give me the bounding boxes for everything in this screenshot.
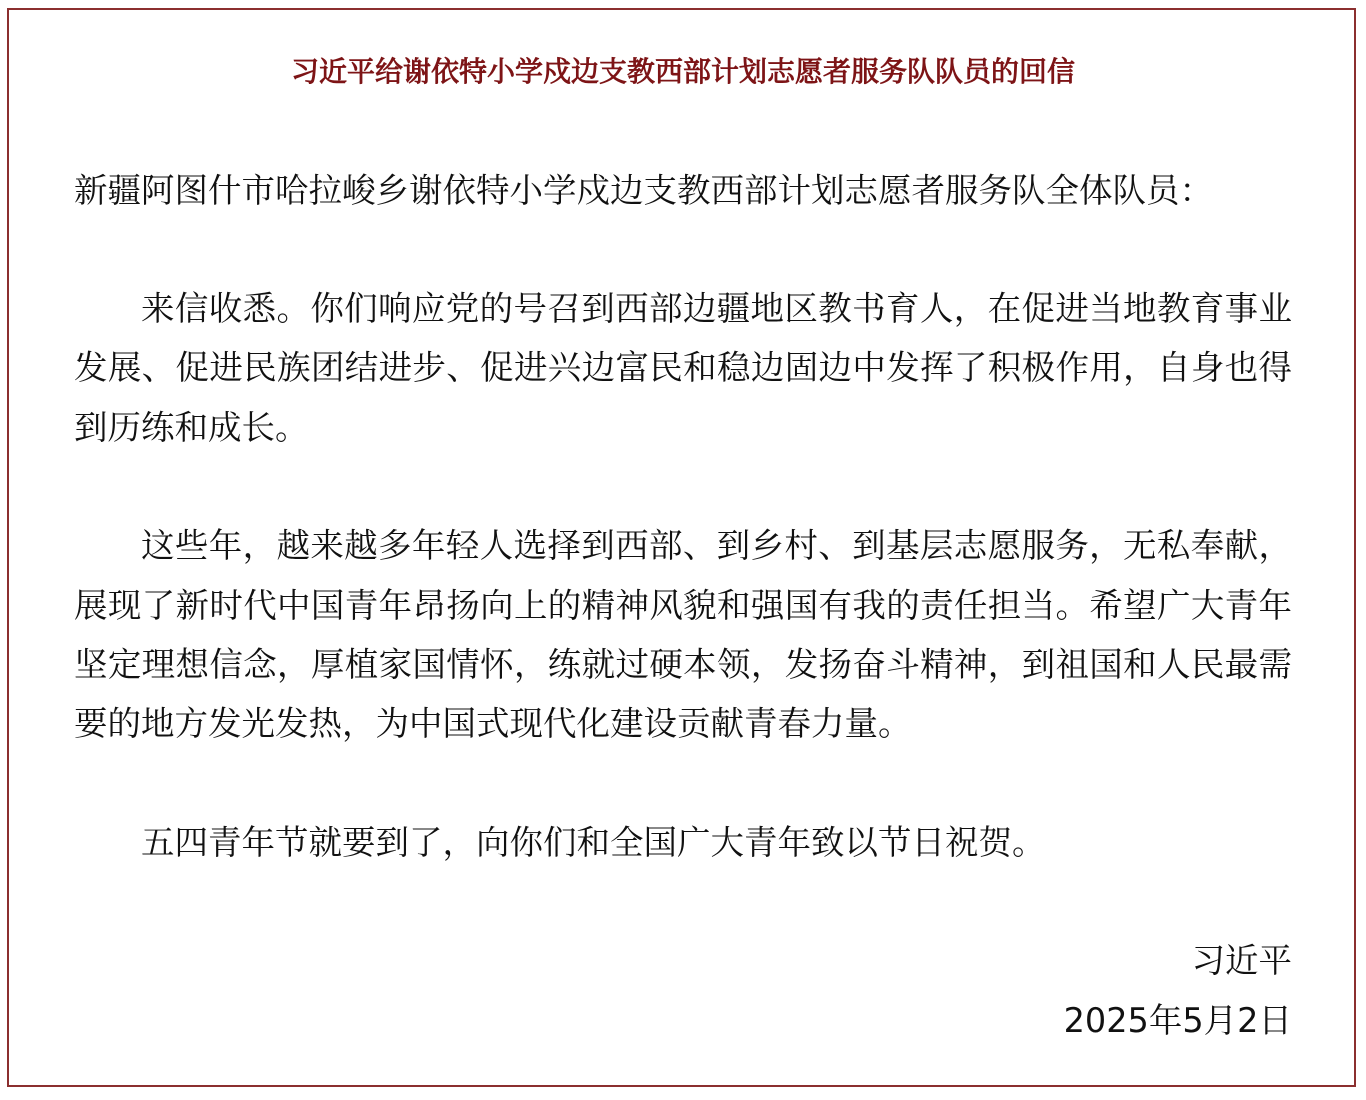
salutation: 新疆阿图什市哈拉峻乡谢依特小学戍边支教西部计划志愿者服务队全体队员： — [74, 170, 1213, 210]
signature: 习近平 — [1191, 941, 1292, 981]
paragraph-3: 五四青年节就要到了，向你们和全国广大青年致以节日祝贺。 — [141, 822, 1046, 862]
paragraph-1: 来信收悉。你们响应党的号召到西部边疆地区教书育人，在促进当地教育事业发展、促进民族团结进步、促进兴边富民和稳边固边中发挥了积极作用，自身也得到历练和成长。 — [74, 289, 1292, 447]
paragraph-2: 这些年，越来越多年轻人选择到西部、到乡村、到基层志愿服务，无私奉献，展现了新时代中国青年昂扬向上的精神风貌和强国有我的责任担当。希望广大青年坚定理想信念，厚植家国情怀，练就过硬本领，发扬奋斗精神，到祖国和人民最需要的地方发光发热，为中国式现代化建设贡献青春力量。 — [74, 526, 1292, 744]
letter-title: 习近平给谢依特小学戍边支教西部计划志愿者服务队队员的回信 — [290, 55, 1075, 88]
letter — [74, 42, 1292, 1050]
date: 2025年5月2日 — [1063, 1000, 1292, 1040]
